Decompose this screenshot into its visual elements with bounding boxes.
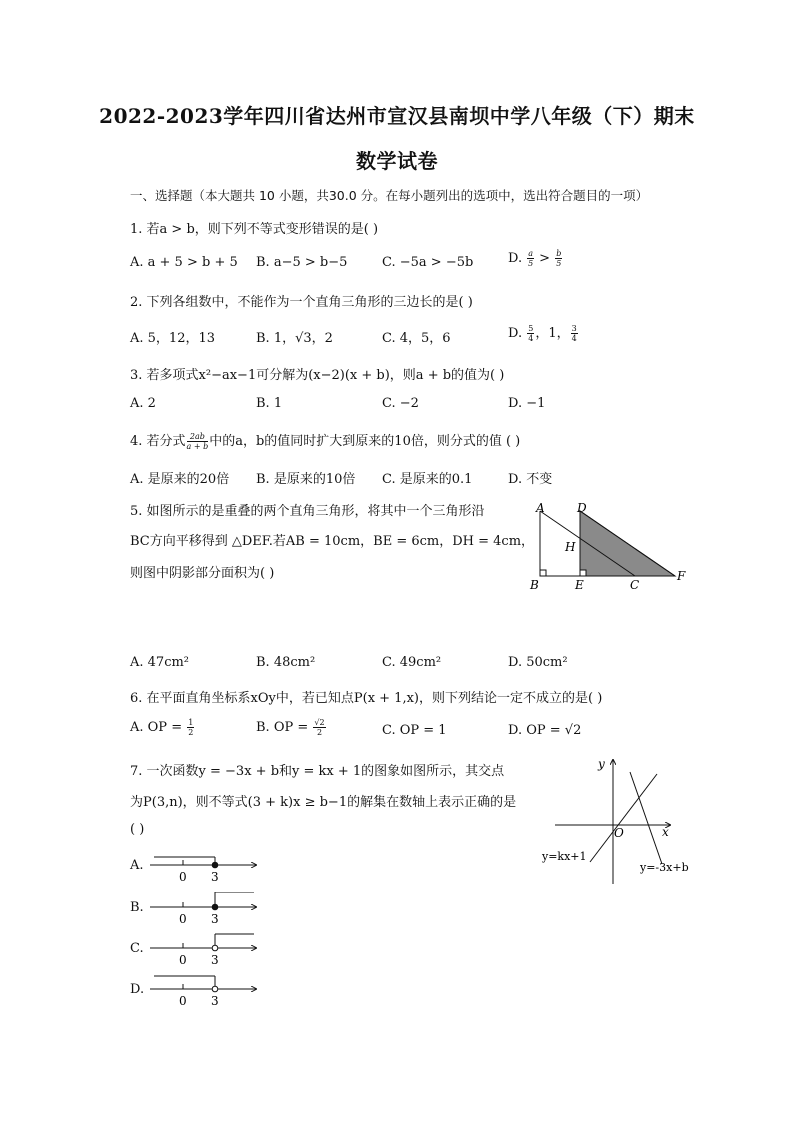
q2-d-middle: ，1， (535, 326, 570, 341)
q5-option-c: C. 49cm² (382, 655, 442, 670)
question-4-stem (130, 430, 520, 451)
q4-stem-before: 4. 若分式 (130, 434, 186, 449)
q2-option-a: A. 5，12，13 (130, 331, 216, 346)
q5-right-angle-e (580, 570, 586, 576)
q7-option-a-label: A. (130, 858, 144, 873)
q6-option-a-label: A. OP = (130, 720, 183, 735)
q2-d-fraction-2: $\frac{3}{4}$ (571, 324, 577, 343)
question-5-line-1: 5. 如图所示的是重叠的两个直角三角形，将其中一个三角形沿 (130, 504, 485, 519)
q7-d-open-dot (212, 986, 218, 992)
q7-number-line-a (146, 850, 266, 884)
q3-option-b: B. 1 (256, 396, 283, 411)
q7-d-tick-3: 3 (211, 994, 219, 1008)
q6-b-fraction: $\frac{√2}{2}$ (314, 718, 325, 737)
q7-number-line-c (146, 933, 266, 967)
q7-label-line1: y=kx+1 (542, 850, 587, 863)
q3-option-a: A. 2 (130, 396, 156, 411)
page-title: 2022-2023学年四川省达州市宣汉县南坝中学八年级（下）期末 (99, 104, 695, 128)
q7-b-solid-dot (212, 904, 218, 910)
q1-d-relation: > (539, 251, 551, 266)
question-2-stem: 2. 下列各组数中，不能作为一个直角三角形的三边长的是( ) (130, 295, 473, 310)
question-7-line-3: ( ) (130, 822, 145, 837)
q4-option-a: A. 是原来的20倍 (130, 472, 230, 487)
question-5-line-2: BC方向平移得到 △DEF.若AB = 10cm，BE = 6cm，DH = 4cm， (130, 534, 535, 549)
q6-option-c: C. OP = 1 (382, 723, 447, 738)
q7-number-line-d (146, 974, 266, 1008)
q7-label-line2: y=-3x+b (640, 861, 689, 874)
q7-b-tick-3: 3 (211, 912, 219, 926)
q5-label-h: H (565, 540, 576, 554)
q5-right-angle-b (540, 570, 546, 576)
q5-option-b: B. 48cm² (256, 655, 316, 670)
q7-line-minus3x-plus-b (630, 772, 662, 864)
q4-option-c: C. 是原来的0.1 (382, 472, 473, 487)
q7-a-solid-dot (212, 862, 218, 868)
q7-a-tick-0: 0 (179, 870, 187, 884)
q5-option-a: A. 47cm² (130, 655, 190, 670)
page-subtitle: 数学试卷 (356, 149, 438, 173)
q4-fraction: $\frac{2ab}{a + b}$ (186, 432, 209, 451)
q5-label-c: C (630, 578, 640, 592)
q1-option-a: A. a + 5 > b + 5 (130, 255, 238, 270)
q7-option-d-label: D. (130, 982, 145, 997)
q7-b-tick-0: 0 (179, 912, 187, 926)
q4-option-d: D. 不变 (508, 472, 553, 487)
q7-function-graph (540, 752, 700, 887)
q1-option-d-label: D. (508, 251, 523, 266)
q6-a-fraction: $\frac{1}{2}$ (188, 718, 194, 737)
q7-label-x: x (662, 825, 669, 839)
question-7-line-1: 7. 一次函数y = −3x + b和y = kx + 1的图象如图所示，其交点 (130, 764, 505, 779)
q5-triangle-figure (525, 500, 695, 595)
question-3-stem: 3. 若多项式x²−ax−1可分解为(x−2)(x + b)，则a + b的值为( ) (130, 368, 505, 383)
q4-option-b: B. 是原来的10倍 (256, 472, 356, 487)
question-5-line-3: 则图中阴影部分面积为( ) (130, 566, 275, 581)
q7-label-origin: O (614, 826, 624, 840)
q7-c-open-dot (212, 945, 218, 951)
q2-option-b: B. 1，√3，2 (256, 331, 333, 346)
q7-c-tick-3: 3 (211, 953, 219, 967)
q5-option-d: D. 50cm² (508, 655, 568, 670)
q2-option-d-label: D. (508, 326, 523, 341)
q1-option-d (508, 249, 563, 268)
question-1-stem: 1. 若a > b，则下列不等式变形错误的是( ) (130, 222, 379, 237)
question-7-line-2: 为P(3,n)，则不等式(3 + k)x ≥ b−1的解集在数轴上表示正确的是 (130, 795, 517, 810)
q6-option-a (130, 718, 195, 737)
q5-label-e: E (575, 578, 584, 592)
q3-option-d: D. −1 (508, 396, 546, 411)
q1-option-b: B. a−5 > b−5 (256, 255, 348, 270)
q6-option-d: D. OP = √2 (508, 723, 582, 738)
q7-c-tick-0: 0 (179, 953, 187, 967)
q5-label-a: A (536, 501, 545, 515)
section-heading: 一、选择题（本大题共 10 小题，共30.0 分。在每小题列出的选项中，选出符合题目的一项） (130, 188, 649, 203)
q3-option-c: C. −2 (382, 396, 419, 411)
q1-d-fraction-b: $\frac{b}{5}$ (556, 249, 562, 268)
q7-d-tick-0: 0 (179, 994, 187, 1008)
q2-option-c: C. 4，5，6 (382, 331, 451, 346)
q4-stem-after: 中的a，b的值同时扩大到原来的10倍，则分式的值 ( ) (209, 434, 521, 449)
q7-a-tick-3: 3 (211, 870, 219, 884)
q7-number-line-b (146, 892, 266, 926)
q5-label-b: B (530, 578, 539, 592)
q7-option-b-label: B. (130, 900, 144, 915)
q2-d-fraction-1: $\frac{5}{4}$ (528, 324, 534, 343)
q7-line-kx-plus-1 (590, 774, 657, 862)
q6-option-b-label: B. OP = (256, 720, 309, 735)
q5-label-f: F (677, 569, 686, 583)
q2-option-d (508, 322, 579, 343)
q6-option-b (256, 718, 327, 737)
q7-label-y: y (598, 757, 605, 771)
question-6-stem: 6. 在平面直角坐标系xOy中，若已知点P(x + 1,x)，则下列结论一定不成立的是( ) (130, 691, 603, 706)
q1-option-c: C. −5a > −5b (382, 255, 474, 270)
q7-option-c-label: C. (130, 941, 144, 956)
q1-d-fraction-a: $\frac{a}{5}$ (528, 249, 534, 268)
q5-label-d: D (577, 501, 587, 515)
